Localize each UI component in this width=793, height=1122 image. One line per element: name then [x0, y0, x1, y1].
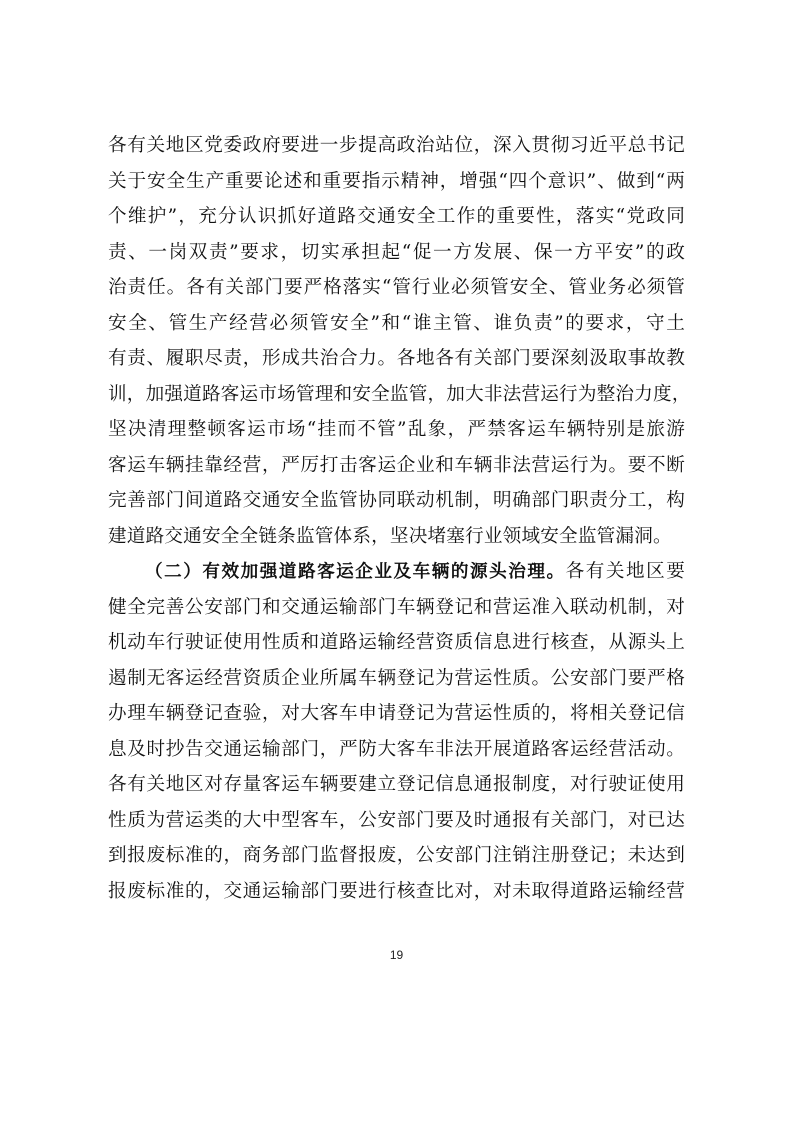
- text-line: 办理车辆登记查验，对大客车申请登记为营运性质的，将相关登记信: [108, 703, 685, 724]
- text-line: 有责、履职尽责，形成共治合力。各地各有关部门要深刻汲取事故教: [108, 348, 685, 369]
- text-line: 息及时抄告交通运输部门，严防大客车非法开展道路客运经营活动。: [108, 738, 685, 760]
- text-line: 客运车辆挂靠经营，严厉打击客运企业和车辆非法营运行为。要不断: [108, 454, 685, 476]
- text-line: 健全完善公安部门和交通运输部门车辆登记和营运准入联动机制，对: [108, 596, 685, 618]
- text-line: 完善部门间道路交通安全监管协同联动机制，明确部门职责分工，构: [108, 490, 685, 511]
- text-line: 坚决清理整顿客运市场“挂而不管”乱象，严禁客运车辆特别是旅游: [108, 419, 685, 440]
- text-line: 个维护”，充分认识抓好道路交通安全工作的重要性，落实“党政同: [108, 206, 685, 227]
- text-line: 训，加强道路客运市场管理和安全监管，加大非法营运行为整治力度，: [108, 383, 691, 405]
- page-number: 19: [389, 948, 404, 962]
- text-line: 各有关地区党委政府要进一步提高政治站位，深入贯彻习近平总书记: [108, 135, 685, 156]
- text-line: 关于安全生产重要论述和重要指示精神，增强“四个意识”、做到“两: [108, 170, 685, 192]
- section-heading: （二）有效加强道路客运企业及车辆的源头治理。: [145, 562, 566, 582]
- text-line: 责、一岗双责”要求，切实承担起“促一方发展、保一方平安”的政: [108, 241, 685, 263]
- text-line: 性质为营运类的大中型客车，公安部门要及时通报有关部门，对已达: [108, 809, 685, 831]
- text-line: 安全、管生产经营必须管安全”和“谁主管、谁负责”的要求，守土: [108, 312, 685, 334]
- text-line: 建道路交通安全全链条监管体系，坚决堵塞行业领域安全监管漏洞。: [108, 525, 672, 547]
- text-line: 机动车行驶证使用性质和道路运输经营资质信息进行核查，从源头上: [108, 632, 685, 653]
- section-first-line-text: 各有关地区要: [565, 561, 685, 582]
- text-line: 治责任。各有关部门要严格落实“管行业必须管安全、管业务必须管: [108, 277, 685, 298]
- text-line: 报废标准的，交通运输部门要进行核查比对，对未取得道路运输经营: [108, 880, 685, 902]
- text-line: 各有关地区对存量客运车辆要建立登记信息通报制度，对行驶证使用: [108, 774, 685, 795]
- document-body: [108, 128, 691, 909]
- text-line: 遏制无客运经营资质企业所属车辆登记为营运性质。公安部门要严格: [108, 667, 685, 689]
- section-first-line: [108, 554, 685, 590]
- text-line: 到报废标准的，商务部门监督报废，公安部门注销注册登记；未达到: [108, 845, 685, 866]
